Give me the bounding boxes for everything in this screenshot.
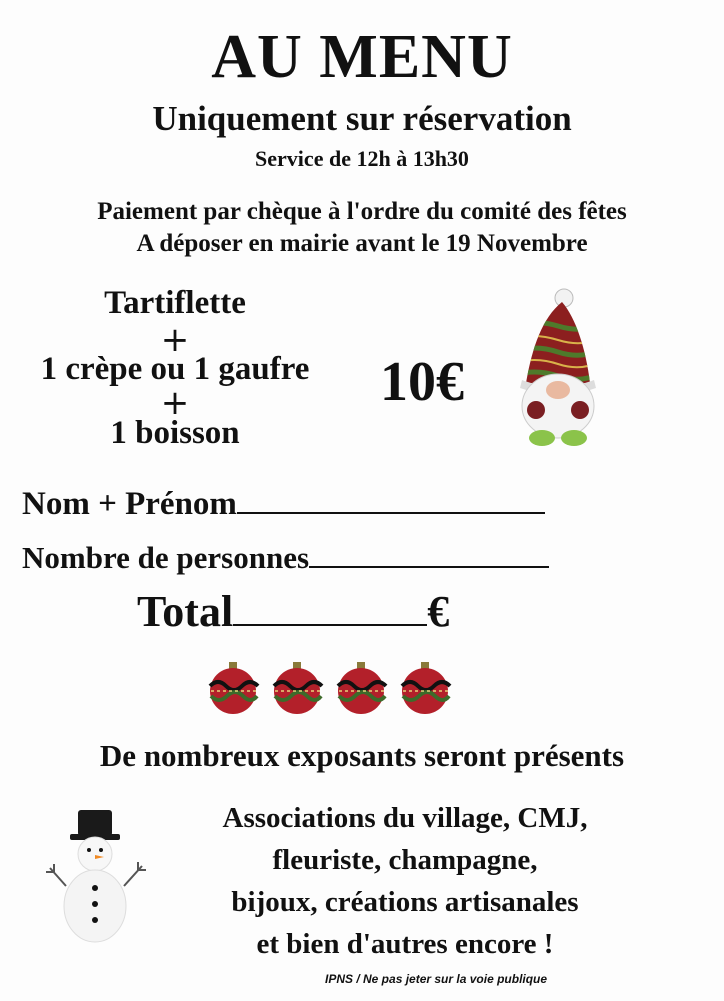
exhibitors-heading: De nombreux exposants seront présents <box>99 738 625 773</box>
total-label: Total <box>137 587 234 636</box>
total-blank[interactable] <box>233 624 427 626</box>
exhibitor-line: fleuriste, champagne, <box>272 844 538 876</box>
name-field[interactable] <box>22 486 545 523</box>
menu-plus: + <box>160 320 190 360</box>
page-title: AU MENU <box>211 23 513 91</box>
gnome-icon <box>512 288 604 450</box>
exhibitor-line: et bien d'autres encore ! <box>256 928 554 960</box>
persons-label: Nombre de personnes <box>22 540 310 575</box>
exhibitor-line: bijoux, créations artisanales <box>231 886 579 918</box>
total-field[interactable] <box>137 586 449 637</box>
name-blank[interactable] <box>237 512 545 514</box>
menu-item-tartiflette: Tartiflette <box>104 285 246 321</box>
exhibitor-line: Associations du village, CMJ, <box>222 802 588 834</box>
reservation-subtitle: Uniquement sur réservation <box>152 99 572 138</box>
snowman-icon <box>44 806 148 946</box>
service-hours: Service de 12h à 13h30 <box>255 146 469 171</box>
payment-info: Paiement par chèque à l'ordre du comité des fêtes <box>97 198 627 225</box>
payment-deadline: A déposer en mairie avant le 19 Novembre <box>136 230 588 257</box>
name-label: Nom + Prénom <box>22 486 237 522</box>
currency-symbol: € <box>427 587 450 636</box>
footer-notice: IPNS / Ne pas jeter sur la voie publique <box>325 972 548 986</box>
persons-field[interactable] <box>22 540 549 576</box>
menu-item-boisson: 1 boisson <box>110 415 240 451</box>
ornament-row <box>208 660 460 720</box>
menu-plus: + <box>160 383 190 423</box>
christmas-ornament-icon <box>208 660 460 716</box>
menu-price: 10€ <box>380 351 464 413</box>
persons-blank[interactable] <box>309 566 549 568</box>
menu-item-crepe: 1 crèpe ou 1 gaufre <box>40 351 310 387</box>
